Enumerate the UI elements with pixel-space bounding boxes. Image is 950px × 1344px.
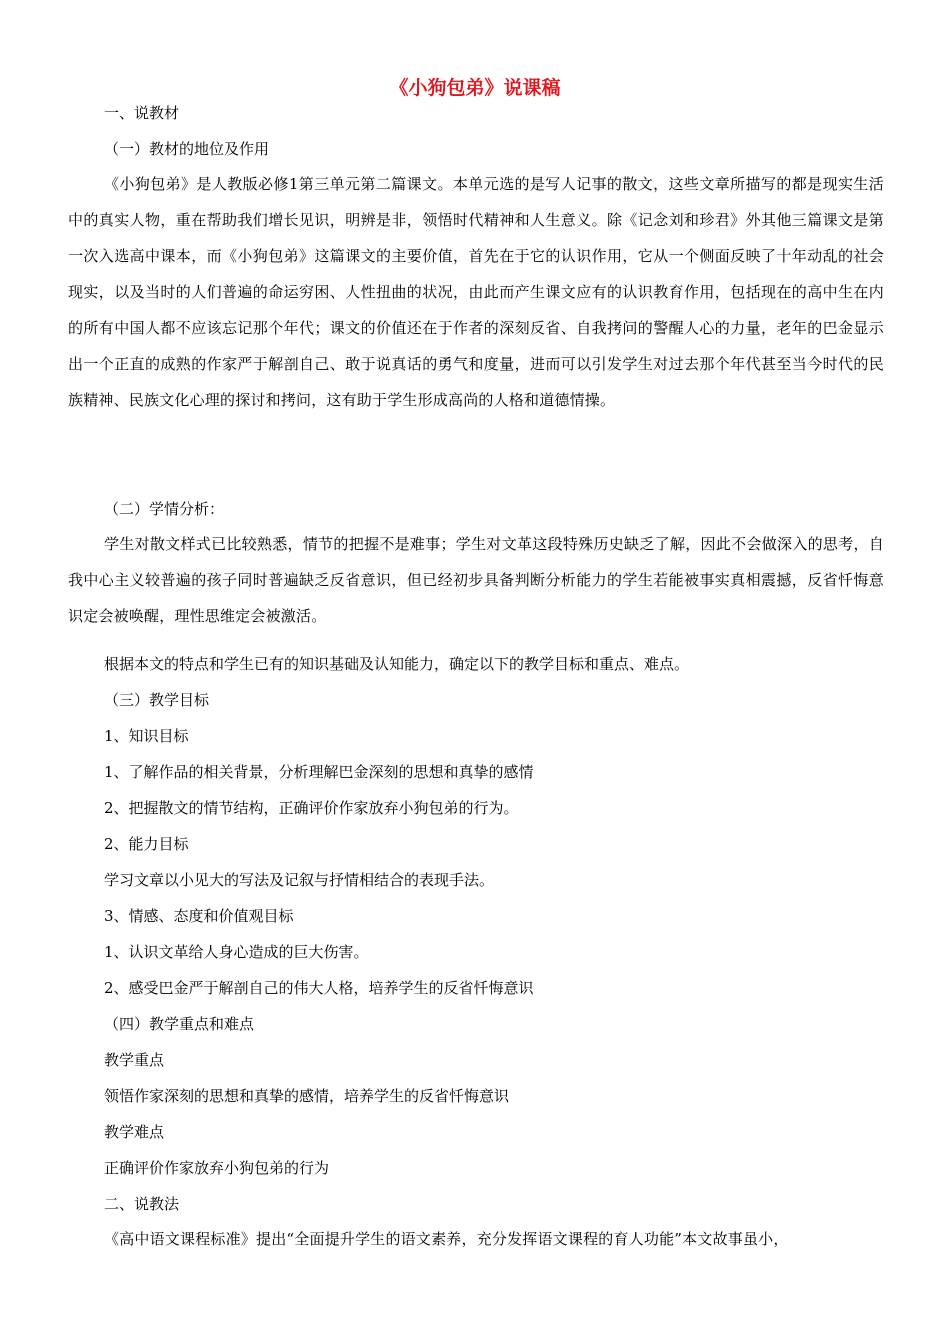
paragraph-textbook-role: 《小狗包弟》是人教版必修1第三单元第二篇课文。本单元选的是写人记事的散文，这些文章所描写的都是现实生活中的真实人物，重在帮助我们增长见识，明辨是非，领悟时代精神和人生意义。除《记念刘和珍君》外其他三篇课文是第一次入选高中课本，而《小狗包弟》这篇课文的主要价值，首先在于它的认识作用，它从一个侧面反映了十年动乱的社会现实，以及当时的人们普遍的命运穷困、人性扭曲的状况，由此而产生课文应有的认识教育作用，包括现在的高中生在内的所有中国人都不应该忘记那个年代；课文的价值还在于作者的深刻反省、自我拷问的警醒人心的力量，老年的巴金显示出一个正直的成熟的作家严于解剖自己、敢于说真话的勇气和度量，进而可以引发学生对过去那个年代甚至当今时代的民族精神、民族文化心理的探讨和拷问，这有助于学生形成高尚的人格和道德情操。 — [68, 175, 884, 409]
difficulty-label: 教学难点 — [104, 1123, 165, 1141]
goal-emotion-item-2: 2、感受巴金严于解剖自己的伟大人格，培养学生的反省忏悔意识 — [104, 979, 534, 997]
key-point-label: 教学重点 — [104, 1051, 165, 1069]
paragraph-goal-intro: 根据本文的特点和学生已有的知识基础及认知能力，确定以下的教学目标和重点、难点。 — [104, 655, 690, 673]
subheading-student-analysis: （二）学情分析： — [104, 500, 225, 518]
goal-ability: 2、能力目标 — [104, 835, 189, 853]
difficulty-text: 正确评价作家放弃小狗包弟的行为 — [104, 1159, 330, 1177]
subheading-teaching-goals: （三）教学目标 — [104, 691, 210, 709]
subheading-key-points: （四）教学重点和难点 — [104, 1015, 255, 1033]
document-title: 《小狗包弟》说课稿 — [389, 77, 561, 99]
subheading-role: （一）教材的地位及作用 — [104, 140, 270, 158]
section-heading-teaching-method: 二、说教法 — [104, 1195, 180, 1213]
paragraph-teaching-method: 《高中语文课程标准》提出“全面提升学生的语文素养，充分发挥语文课程的育人功能”本文故事虽小， — [104, 1230, 789, 1248]
goal-knowledge: 1、知识目标 — [104, 727, 189, 745]
paragraph-student-analysis: 学生对散文样式已比较熟悉，情节的把握不是难事；学生对文革这段特殊历史缺乏了解，因此不会做深入的思考，自我中心主义较普遍的孩子同时普遍缺乏反省意识，但已经初步具备判断分析能力的学生若能被事实真相震撼，反省忏悔意识定会被唤醒，理性思维定会被激活。 — [68, 535, 884, 625]
key-point-text: 领悟作家深刻的思想和真挚的感情，培养学生的反省忏悔意识 — [104, 1087, 510, 1105]
goal-knowledge-item-1: 1、了解作品的相关背景，分析理解巴金深刻的思想和真挚的感情 — [104, 763, 534, 781]
goal-ability-item-1: 学习文章以小见大的写法及记叙与抒情相结合的表现手法。 — [104, 871, 495, 889]
goal-emotion-item-1: 1、认识文革给人身心造成的巨大伤害。 — [104, 943, 369, 961]
goal-knowledge-item-2: 2、把握散文的情节结构，正确评价作家放弃小狗包弟的行为。 — [104, 799, 519, 817]
goal-emotion: 3、情感、态度和价值观目标 — [104, 907, 294, 925]
section-heading-textbook: 一、说教材 — [104, 104, 180, 122]
